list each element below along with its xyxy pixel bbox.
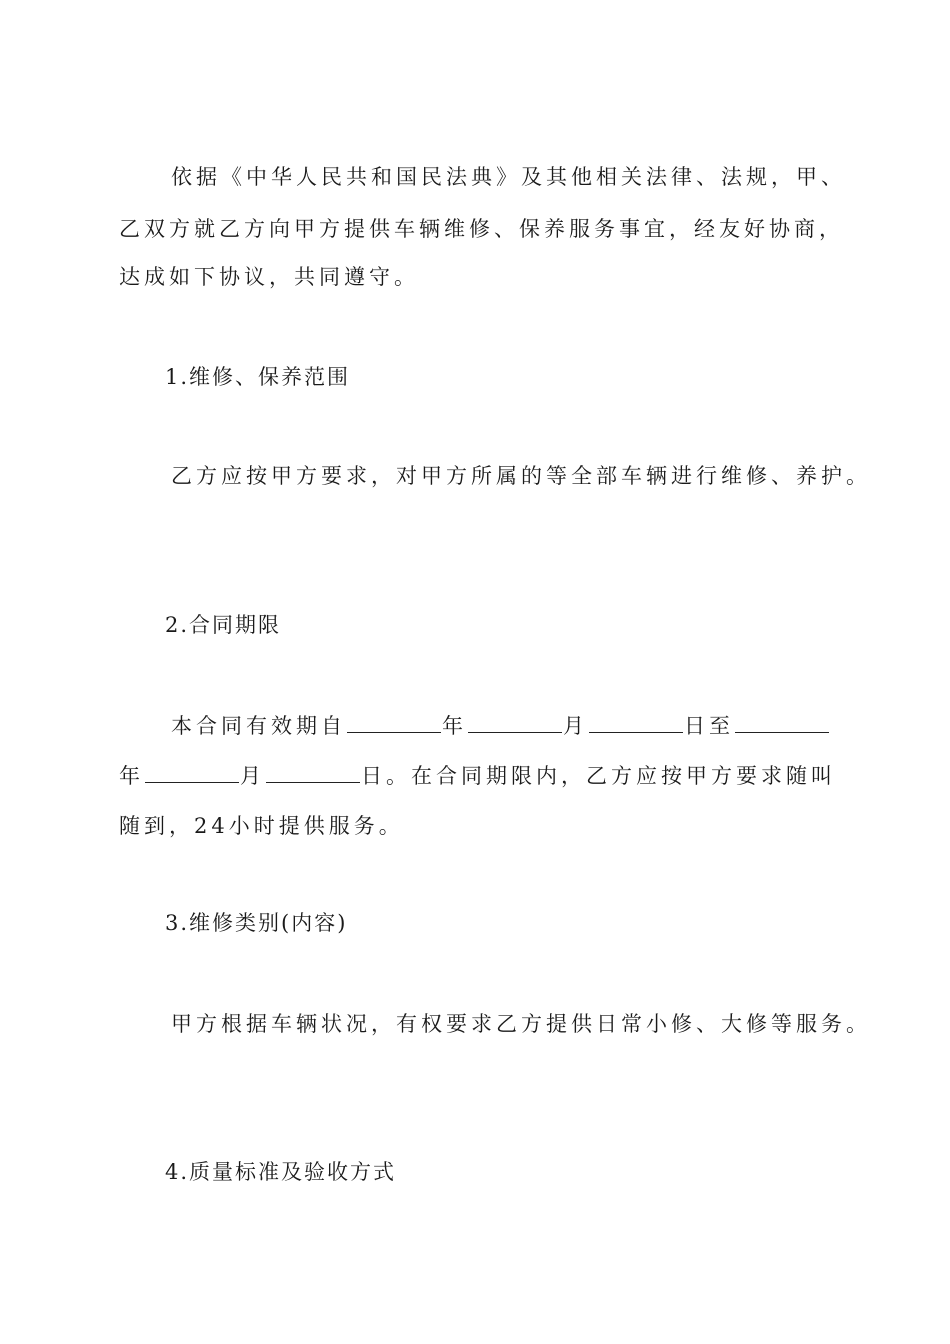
month-label-2: 月 [240,764,265,788]
intro-line-2: 乙双方就乙方向甲方提供车辆维修、保养服务事宜，经友好协商， [119,217,844,241]
start-day-blank [589,712,683,733]
day-end-text: 日。在合同期限内，乙方应按甲方要求随叫 [361,764,836,788]
term-start-text: 本合同有效期自 [171,714,346,738]
intro-line-3: 达成如下协议，共同遵守。 [119,265,419,289]
section-2-body-line-1 [171,712,891,739]
day-to-label: 日至 [684,714,734,738]
month-label: 月 [563,714,588,738]
end-year-blank [735,712,829,733]
section-1-heading: 1.维修、保养范围 [165,365,351,389]
section-2-heading: 2.合同期限 [165,613,282,637]
year-label: 年 [442,714,467,738]
section-2-body-line-3: 随到，24小时提供服务。 [119,814,404,838]
section-4-heading: 4.质量标准及验收方式 [165,1160,397,1184]
start-month-blank [468,712,562,733]
year-label-2: 年 [119,764,144,788]
end-day-blank [266,762,360,783]
intro-line-1: 依据《中华人民共和国民法典》及其他相关法律、法规，甲、 [171,165,846,189]
section-3-heading: 3.维修类别(内容) [165,911,348,935]
start-year-blank [347,712,441,733]
section-1-body: 乙方应按甲方要求，对甲方所属的等全部车辆进行维修、养护。 [171,464,871,488]
end-month-blank [145,762,239,783]
section-2-body-line-2 [119,762,839,789]
section-3-body: 甲方根据车辆状况，有权要求乙方提供日常小修、大修等服务。 [171,1012,871,1036]
